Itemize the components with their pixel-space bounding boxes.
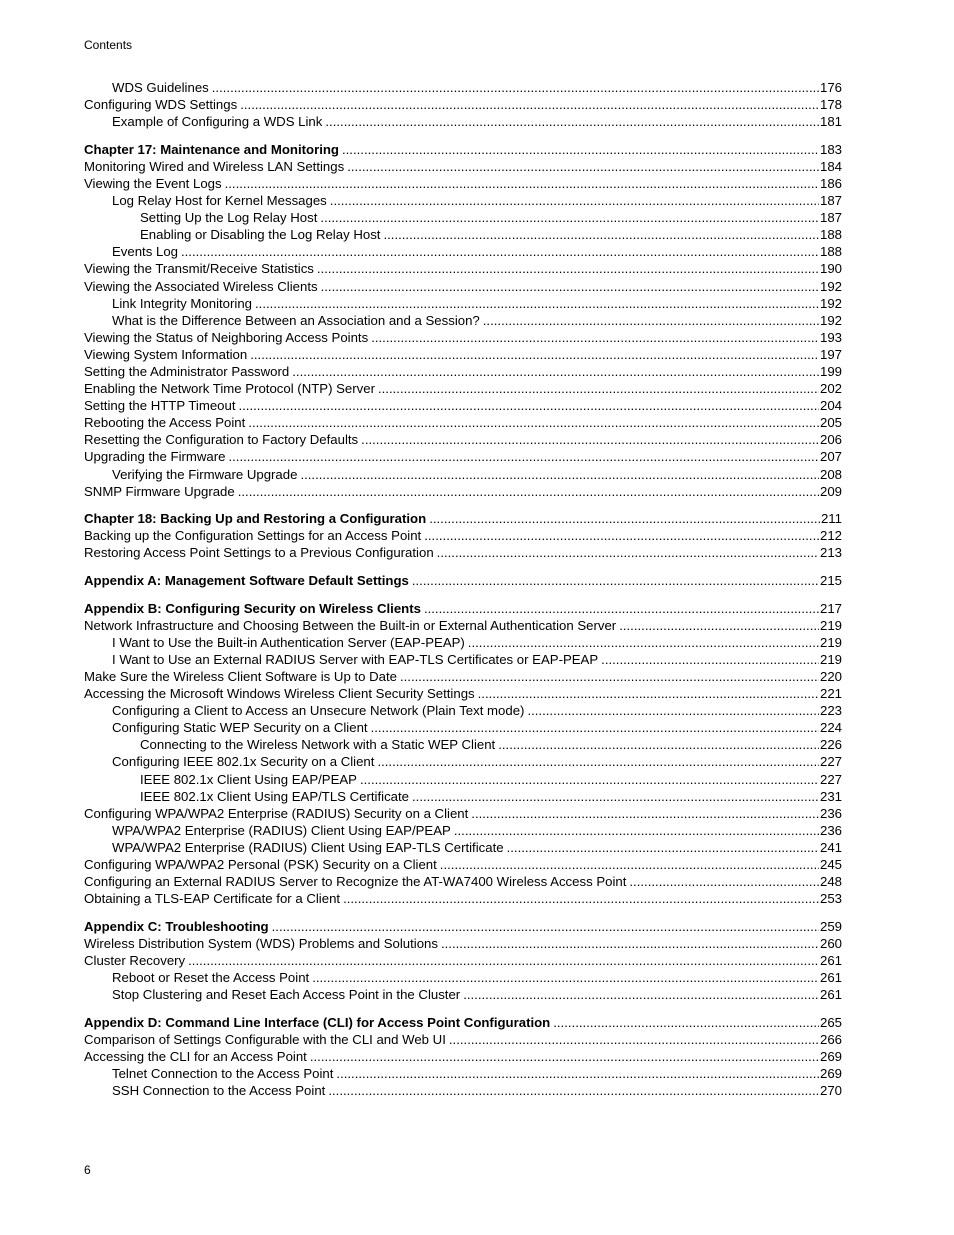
dot-leader xyxy=(328,1082,819,1099)
dot-leader xyxy=(440,856,819,873)
toc-entry-title: Viewing System Information xyxy=(84,346,248,362)
toc-entry xyxy=(84,753,842,770)
dot-leader xyxy=(342,141,819,158)
dot-leader xyxy=(361,431,819,448)
dot-leader xyxy=(498,736,819,753)
dot-leader xyxy=(483,312,819,329)
toc-entry-page: 178 xyxy=(819,97,842,113)
toc-entry-title: Configuring WDS Settings xyxy=(84,97,238,113)
toc-entry-page: 219 xyxy=(819,651,842,667)
toc-entry-title: Viewing the Associated Wireless Clients xyxy=(84,278,318,294)
toc-entry xyxy=(84,209,842,226)
toc-entry xyxy=(84,312,842,329)
dot-leader xyxy=(412,788,819,805)
dot-leader xyxy=(312,969,819,986)
toc-entry-title: Accessing the Microsoft Windows Wireless Client Security Settings xyxy=(84,686,475,702)
toc-chapter-entry xyxy=(84,918,842,935)
dot-leader xyxy=(188,952,819,969)
toc-entry-title: Telnet Connection to the Access Point xyxy=(112,1066,334,1082)
toc-entry xyxy=(84,788,842,805)
toc-entry-page: 206 xyxy=(819,432,842,448)
toc-entry xyxy=(84,175,842,192)
dot-leader xyxy=(228,448,819,465)
toc-entry-title: I Want to Use an External RADIUS Server with EAP-TLS Certificates or EAP-PEAP xyxy=(112,651,599,667)
toc-entry xyxy=(84,96,842,113)
toc-entry xyxy=(84,736,842,753)
toc-entry-page: 223 xyxy=(819,703,842,719)
dot-leader xyxy=(325,113,819,130)
toc-chapter-entry xyxy=(84,1014,842,1031)
toc-entry-page: 253 xyxy=(819,891,842,907)
toc-entry-page: 217 xyxy=(819,600,842,616)
toc-entry xyxy=(84,414,842,431)
toc-entry-title: Cluster Recovery xyxy=(84,953,186,968)
toc-entry xyxy=(84,771,842,788)
toc-entry-page: 183 xyxy=(819,141,842,157)
toc-entry-title: WPA/WPA2 Enterprise (RADIUS) Client Using EAP/PEAP xyxy=(112,822,451,838)
dot-leader xyxy=(468,634,819,651)
toc-entry xyxy=(84,346,842,363)
dot-leader xyxy=(330,192,819,209)
dot-leader xyxy=(400,668,819,685)
toc-entry-page: 266 xyxy=(819,1031,842,1047)
toc-entry-page: 236 xyxy=(819,822,842,838)
dot-leader xyxy=(300,466,819,483)
toc-entry-page: 227 xyxy=(819,754,842,770)
dot-leader xyxy=(383,226,819,243)
toc-entry-title: Setting Up the Log Relay Host xyxy=(140,210,318,226)
toc-entry xyxy=(84,856,842,873)
toc-entry-title: Rebooting the Access Point xyxy=(84,415,246,431)
toc-entry-title: Enabling the Network Time Protocol (NTP) Server xyxy=(84,381,375,397)
dot-leader xyxy=(240,96,819,113)
dot-leader xyxy=(412,572,819,589)
toc-entry-title: Network Infrastructure and Choosing Between the Built-in or External Authentication Server xyxy=(84,617,617,633)
toc-entry xyxy=(84,544,842,561)
toc-entry-title: WPA/WPA2 Enterprise (RADIUS) Client Using EAP-TLS Certificate xyxy=(112,839,504,855)
toc-entry xyxy=(84,685,842,702)
dot-leader xyxy=(238,483,819,500)
toc-entry-title: Configuring IEEE 802.1x Security on a Client xyxy=(112,754,375,770)
toc-entry-title: SNMP Firmware Upgrade xyxy=(84,483,235,499)
dot-leader xyxy=(507,839,819,856)
toc-entry-title: Setting the HTTP Timeout xyxy=(84,398,236,414)
toc-entry-title: Upgrading the Firmware xyxy=(84,449,226,465)
toc-entry xyxy=(84,226,842,243)
toc-entry-title: SSH Connection to the Access Point xyxy=(112,1083,326,1099)
toc-entry-page: 184 xyxy=(819,158,842,174)
dot-leader xyxy=(343,890,819,907)
toc-entry-page: 176 xyxy=(819,80,842,95)
toc-entry-title: Make Sure the Wireless Client Software is Up to Date xyxy=(84,669,397,684)
toc-entry-page: 190 xyxy=(819,261,842,277)
dot-leader xyxy=(437,544,819,561)
toc-entry-page: 269 xyxy=(819,1048,842,1064)
dot-leader xyxy=(454,822,819,839)
dot-leader xyxy=(424,527,819,544)
dot-leader xyxy=(619,617,819,634)
toc-entry xyxy=(84,397,842,414)
toc-entry-title: Configuring WPA/WPA2 Personal (PSK) Security on a Client xyxy=(84,857,437,873)
toc-entry-title: Chapter 18: Backing Up and Restoring a Configuration xyxy=(84,511,427,527)
toc-entry-page: 241 xyxy=(819,839,842,855)
dot-leader xyxy=(371,329,819,346)
toc-entry-title: Viewing the Status of Neighboring Access Points xyxy=(84,329,369,345)
toc-entry-page: 261 xyxy=(819,953,842,968)
toc-entry-page: 186 xyxy=(819,175,842,191)
toc-entry-title: Events Log xyxy=(112,244,178,260)
toc-entry xyxy=(84,668,842,685)
toc-entry-page: 219 xyxy=(819,617,842,633)
dot-leader xyxy=(601,651,819,668)
toc-entry-page: 188 xyxy=(819,244,842,260)
toc-entry-title: Backing up the Configuration Settings for an Access Point xyxy=(84,528,422,544)
toc-entry-title: I Want to Use the Built-in Authentication Server (EAP-PEAP) xyxy=(112,634,465,650)
toc-entry-page: 221 xyxy=(819,686,842,702)
dot-leader xyxy=(378,380,819,397)
toc-entry-title: Appendix A: Management Software Default Settings xyxy=(84,573,409,589)
running-header: Contents xyxy=(84,38,133,52)
toc-entry xyxy=(84,1065,842,1082)
toc-entry-title: Accessing the CLI for an Access Point xyxy=(84,1048,307,1064)
toc-chapter-entry xyxy=(84,572,842,589)
toc-entry xyxy=(84,702,842,719)
toc-entry-page: 248 xyxy=(819,874,842,890)
page-number: 6 xyxy=(84,1163,91,1177)
toc-entry-page: 226 xyxy=(819,737,842,753)
dot-leader xyxy=(248,414,819,431)
toc-entry-page: 208 xyxy=(819,466,842,482)
toc-entry-title: Viewing the Transmit/Receive Statistics xyxy=(84,261,314,277)
toc-entry-page: 204 xyxy=(819,398,842,414)
toc-entry-title: Chapter 17: Maintenance and Monitoring xyxy=(84,141,339,157)
toc-entry xyxy=(84,260,842,277)
toc-entry-page: 188 xyxy=(819,227,842,243)
table-of-contents xyxy=(84,79,842,1099)
toc-entry xyxy=(84,935,842,952)
toc-entry-page: 212 xyxy=(819,528,842,544)
toc-entry xyxy=(84,890,842,907)
toc-entry-page: 209 xyxy=(819,483,842,499)
dot-leader xyxy=(238,397,819,414)
dot-leader xyxy=(371,719,819,736)
dot-leader xyxy=(527,702,819,719)
toc-entry-title: Example of Configuring a WDS Link xyxy=(112,114,323,130)
toc-entry xyxy=(84,527,842,544)
toc-entry-title: Appendix C: Troubleshooting xyxy=(84,918,269,934)
toc-entry xyxy=(84,113,842,130)
toc-entry-title: Wireless Distribution System (WDS) Problems and Solutions xyxy=(84,935,438,951)
toc-entry xyxy=(84,617,842,634)
toc-entry-page: 192 xyxy=(819,278,842,294)
toc-entry-page: 181 xyxy=(819,114,842,130)
toc-entry xyxy=(84,1048,842,1065)
dot-leader xyxy=(347,158,819,175)
toc-entry xyxy=(84,158,842,175)
toc-entry-title: Obtaining a TLS-EAP Certificate for a Client xyxy=(84,891,341,907)
toc-entry xyxy=(84,448,842,465)
toc-entry-page: 270 xyxy=(819,1083,842,1099)
toc-entry xyxy=(84,969,842,986)
dot-leader xyxy=(212,79,819,96)
toc-entry-title: WDS Guidelines xyxy=(112,80,209,95)
toc-entry-title: Connecting to the Wireless Network with a Static WEP Client xyxy=(140,737,496,753)
toc-entry-page: 245 xyxy=(819,857,842,873)
toc-entry-page: 192 xyxy=(819,295,842,311)
toc-entry xyxy=(84,839,842,856)
toc-entry-page: 187 xyxy=(819,193,842,209)
dot-leader xyxy=(320,209,819,226)
dot-leader xyxy=(463,986,819,1003)
toc-entry-title: Configuring Static WEP Security on a Client xyxy=(112,720,368,736)
toc-entry-page: 269 xyxy=(819,1066,842,1082)
toc-entry xyxy=(84,952,842,969)
dot-leader xyxy=(429,510,820,527)
toc-chapter-entry xyxy=(84,510,842,527)
toc-entry-title: Appendix B: Configuring Security on Wireless Clients xyxy=(84,600,421,616)
dot-leader xyxy=(553,1014,819,1031)
toc-entry xyxy=(84,278,842,295)
toc-entry-page: 259 xyxy=(819,918,842,934)
toc-entry xyxy=(84,380,842,397)
dot-leader xyxy=(310,1048,819,1065)
dot-leader xyxy=(225,175,819,192)
toc-entry xyxy=(84,243,842,260)
toc-entry xyxy=(84,79,842,96)
toc-entry-page: 207 xyxy=(819,449,842,465)
toc-chapter-entry xyxy=(84,141,842,158)
dot-leader xyxy=(272,918,819,935)
toc-entry-title: Viewing the Event Logs xyxy=(84,175,222,191)
toc-entry-page: 265 xyxy=(819,1014,842,1030)
toc-entry xyxy=(84,431,842,448)
toc-entry-title: Comparison of Settings Configurable with the CLI and Web UI xyxy=(84,1031,446,1047)
toc-entry-title: Configuring WPA/WPA2 Enterprise (RADIUS) Security on a Client xyxy=(84,805,469,821)
toc-entry-page: 261 xyxy=(819,987,842,1003)
toc-entry xyxy=(84,466,842,483)
toc-entry xyxy=(84,295,842,312)
toc-entry-page: 199 xyxy=(819,364,842,379)
dot-leader xyxy=(471,805,819,822)
toc-entry-title: Resetting the Configuration to Factory Defaults xyxy=(84,432,359,448)
toc-entry xyxy=(84,634,842,651)
toc-chapter-entry xyxy=(84,600,842,617)
dot-leader xyxy=(441,935,819,952)
toc-entry xyxy=(84,363,842,380)
toc-entry-title: Reboot or Reset the Access Point xyxy=(112,970,310,986)
toc-entry-title: Verifying the Firmware Upgrade xyxy=(112,466,298,482)
dot-leader xyxy=(321,278,819,295)
toc-entry-title: Stop Clustering and Reset Each Access Point in the Cluster xyxy=(112,987,461,1003)
dot-leader xyxy=(336,1065,819,1082)
toc-entry-title: Configuring an External RADIUS Server to Recognize the AT-WA7400 Wireless Access Point xyxy=(84,874,627,890)
toc-entry-page: 224 xyxy=(819,720,842,736)
toc-entry-page: 192 xyxy=(819,312,842,328)
toc-entry-page: 213 xyxy=(819,545,842,561)
toc-entry xyxy=(84,329,842,346)
toc-entry xyxy=(84,192,842,209)
toc-entry-title: Enabling or Disabling the Log Relay Host xyxy=(140,227,381,243)
toc-entry-title: Appendix D: Command Line Interface (CLI) for Access Point Configuration xyxy=(84,1014,551,1030)
toc-entry-page: 227 xyxy=(819,771,842,787)
toc-entry xyxy=(84,651,842,668)
toc-entry-title: Link Integrity Monitoring xyxy=(112,295,253,311)
toc-entry xyxy=(84,822,842,839)
toc-entry-title: Setting the Administrator Password xyxy=(84,364,290,379)
toc-entry-page: 187 xyxy=(819,210,842,226)
toc-entry xyxy=(84,1082,842,1099)
dot-leader xyxy=(255,295,819,312)
dot-leader xyxy=(181,243,819,260)
toc-entry-page: 205 xyxy=(819,415,842,431)
toc-entry-page: 211 xyxy=(820,511,842,527)
toc-entry xyxy=(84,805,842,822)
toc-entry-page: 220 xyxy=(819,669,842,684)
toc-entry-title: Log Relay Host for Kernel Messages xyxy=(112,193,327,209)
toc-entry-page: 202 xyxy=(819,381,842,397)
toc-entry-page: 260 xyxy=(819,935,842,951)
toc-entry-title: Restoring Access Point Settings to a Previous Configuration xyxy=(84,545,434,561)
toc-entry xyxy=(84,1031,842,1048)
toc-entry-page: 261 xyxy=(819,970,842,986)
toc-entry-title: IEEE 802.1x Client Using EAP/TLS Certificate xyxy=(140,788,409,804)
dot-leader xyxy=(317,260,819,277)
toc-entry xyxy=(84,483,842,500)
toc-entry-title: Configuring a Client to Access an Unsecure Network (Plain Text mode) xyxy=(112,703,525,719)
dot-leader xyxy=(478,685,819,702)
toc-entry-page: 231 xyxy=(819,788,842,804)
toc-entry-title: What is the Difference Between an Association and a Session? xyxy=(112,312,480,328)
toc-entry-page: 197 xyxy=(819,346,842,362)
toc-entry-page: 193 xyxy=(819,329,842,345)
dot-leader xyxy=(629,873,819,890)
toc-entry-page: 215 xyxy=(819,573,842,589)
dot-leader xyxy=(250,346,819,363)
dot-leader xyxy=(377,753,819,770)
toc-entry xyxy=(84,986,842,1003)
toc-entry-title: IEEE 802.1x Client Using EAP/PEAP xyxy=(140,771,357,787)
dot-leader xyxy=(449,1031,819,1048)
toc-entry xyxy=(84,873,842,890)
toc-entry-page: 219 xyxy=(819,634,842,650)
toc-entry-page: 236 xyxy=(819,805,842,821)
toc-entry-title: Monitoring Wired and Wireless LAN Settings xyxy=(84,158,345,174)
dot-leader xyxy=(360,771,819,788)
toc-entry xyxy=(84,719,842,736)
dot-leader xyxy=(292,363,819,380)
dot-leader xyxy=(424,600,819,617)
